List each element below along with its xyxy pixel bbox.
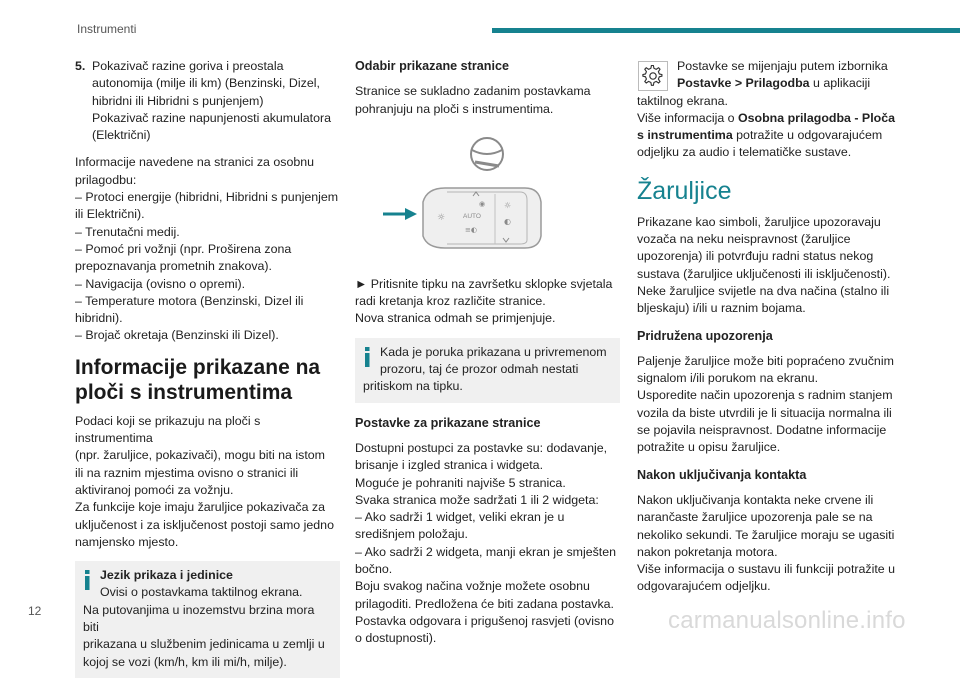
warnings-paragraph [637,353,905,457]
list-item-5 [75,58,340,144]
list-item-line: Pokazivač razine goriva i preostala [92,59,284,73]
steering-wheel-icon [471,138,503,170]
subsection-title: Postavke za prikazane stranice [355,415,541,430]
info-box-temporary-window [355,338,620,403]
text-line: prozoru, taj će prozor odmah nestati [380,362,579,377]
text-line: uključenost i za isključenost postoji samo jedno [75,517,334,532]
text-line: aktiviranoj pomoći za vožnju. [75,482,234,497]
text-line: Više informacija o sustavu ili funkciji potražite u [637,562,896,577]
section-title: Instrumenti [77,22,137,36]
subsection-title: Odabir prikazane stranice [355,59,509,73]
text-line: prepoznavanja prometnih znakova). [75,259,272,274]
gear-icon [638,61,668,91]
text-line: prilagodbu: [75,172,137,187]
text-line: Neke žaruljice svijetle na dva načina (stalno ili [637,283,890,298]
text-line: upozorenja) ili potvrđuju radni status nekog [637,249,874,264]
svg-text:≡◐: ≡◐ [465,225,477,234]
text-line: Ovisi o postavkama taktilnog ekrana. [100,585,303,600]
text-line: Boju svakog načina vožnje možete osobnu [355,579,590,594]
text-line: ili na raznim mjestima ovisno o stranici ili [75,465,299,480]
column-middle [355,58,620,658]
text-line: potražite u opisu žaruljice. [637,440,781,455]
text-line: Kada je poruka prikazana u privremenom [380,344,607,359]
column-left [75,58,340,690]
text-line: bočno. [355,562,393,577]
text-line: Na putovanjima u inozemstvu brzina mora biti [83,602,315,635]
text-line: – Brojač okretaja (Benzinski ili Dizel). [75,328,279,343]
section-heading: Žaruljice [637,176,732,205]
text-line: Nakon uključivanja kontakta neke crvene ili [637,492,874,507]
text-line: Postavke se mijenjaju putem izbornika [677,59,888,73]
text-line: – Trenutačni medij. [75,224,180,239]
list-item-line: autonomija (milje ili km) (Benzinski, Dizel, [92,76,320,91]
text-line: Podaci koji se prikazuju na ploči s instrumentima [75,413,261,446]
light-stalk-figure [355,128,620,264]
text-line: nakon pokretanja motora. [637,544,778,559]
subsection-title: Nakon uključivanja kontakta [637,467,807,482]
list-item-line: (Električni) [92,128,151,143]
text-line: – Navigacija (ovisno o opremi). [75,276,246,291]
text-line: o dostupnosti). [355,631,437,646]
text-line: vozača na neku neispravnost (žaruljice [637,232,851,247]
text-line: – Temperature motora (Benzinski, Dizel ili [75,293,304,308]
info-box-title: Jezik prikaza i jedinice [100,568,233,583]
text-line: prilagoditi. Predložena će biti zadana postavka. [355,596,614,611]
light-stalk-lever [423,188,541,248]
subsection-title: Pridružena upozorenja [637,328,773,343]
info-paragraph [75,154,340,344]
text-line: namjensko mjesto. [75,534,179,549]
text-line: hibridni). [75,311,123,326]
heading-line: ploči s instrumentima [75,380,293,404]
svg-text:◉: ◉ [479,199,486,208]
header-accent-bar [492,28,960,33]
text-line: sustava (žaruljice uključenosti ili isključenosti). [637,266,891,281]
settings-paragraph [355,440,620,648]
info-box-language [75,561,340,678]
light-stalk-illustration [355,128,620,264]
text-line: Stranice se sukladno zadanim postavkama [355,84,591,99]
text-line: pritiskom na tipku. [363,379,463,394]
info-icon [362,346,373,368]
text-line: – Ako sadrži 2 widgeta, manji ekran je smješten [355,544,617,559]
press-paragraph [355,276,620,328]
text-line: pohranjuju na ploči s instrumentima. [355,101,554,116]
text-line: se pojavila neispravnost. Dodatne informacije [637,423,887,438]
text-line: Prikazane kao simboli, žaruljice upozoravaju [637,214,881,229]
text-span: potražite u odgovarajućem [732,128,883,143]
settings-note [637,58,905,162]
text-line: Dostupni postupci za postavke su: dodavanje, [355,440,608,455]
text-line: brisanje i izgled stranica i widgeta. [355,458,544,473]
text-line: (npr. žaruljice, pokazivači), mogu biti na istom [75,448,325,463]
heading-line: Informacije prikazane na [75,355,321,379]
text-line: Nova stranica odmah se primjenjuje. [355,311,556,326]
text-line: kojoj se vozi (km/h, km ili mi/h, milje). [83,654,287,669]
stalk-auto-label: AUTO [463,212,481,220]
text-line: prikazana u službenim jedinicama u zemlji u [83,637,325,652]
text-line: ili Električni). [75,207,145,222]
watermark: carmanualsonline.info [668,607,906,634]
text-line: bljeskaju) i/ili u raznim bojama. [637,301,806,316]
press-arrow-icon [383,208,417,220]
text-line: nekoliko sekundi. Te žaruljice moraju se ugasiti [637,527,895,542]
text-line: odgovarajućem odjeljku. [637,579,771,594]
text-line: Svaka stranica može sadržati 1 ili 2 widgeta: [355,492,599,507]
intro-paragraph [355,83,620,118]
text-line: Usporedite način upozorenja s radnim stanjem [637,388,893,403]
info-icon [82,569,93,591]
list-item-line: hibridni ili Hibridni s punjenjem) [92,93,264,108]
text-line: Paljenje žaruljice može biti popraćeno zvučnim [637,353,894,368]
page-number: 12 [28,604,42,618]
text-line: radi kretanja kroz različite stranice. [355,294,546,309]
text-line: Postavka odgovara i prigušenoj rasvjeti (ovisno [355,613,614,628]
text-line: Moguće je pohraniti najviše 5 stranica. [355,475,566,490]
reference-title: s instrumentima [637,128,733,143]
text-line: središnjem položaju. [355,527,468,542]
text-line: vozila da biste utvrdili je li situacija normalna ili [637,405,892,420]
svg-text:◐: ◐ [504,216,511,226]
column-right [637,58,905,606]
text-line: – Pomoć pri vožnji (npr. Proširena zona [75,241,292,256]
text-line: ► Pritisnite tipku na završetku sklopke svjetala [355,276,613,291]
text-line: – Ako sadrži 1 widget, veliki ekran je u [355,510,565,525]
text-span: u aplikaciji [809,76,871,91]
text-line: signalom i/ili porukom na ekranu. [637,371,819,386]
text-span: Više informacija o [637,110,739,125]
text-line: Za funkcije koje imaju žaruljice pokazivača za [75,500,325,515]
text-line: narančaste žaruljice upozorenja pale se na [637,510,873,525]
svg-text:☼: ☼ [504,200,512,210]
text-line: odjeljku za audio i telematičke sustave. [637,145,852,160]
svg-text:☼: ☼ [437,212,446,223]
heading-paragraph [75,413,340,551]
section-heading [75,355,340,405]
intro-paragraph [637,214,905,318]
ignition-paragraph [637,492,905,596]
list-number: 5. [75,59,86,73]
text-line: Informacije navedene na stranici za osobnu [75,155,315,170]
menu-path: Postavke > Prilagodba [677,76,810,91]
text-line: – Protoci energije (hibridni, Hibridni s punjenjem [75,190,339,205]
reference-title: Osobna prilagodba - Ploča [738,110,895,125]
text-line: taktilnog ekrana. [637,93,728,108]
list-item-line: Pokazivač razine napunjenosti akumulatora [92,110,332,125]
